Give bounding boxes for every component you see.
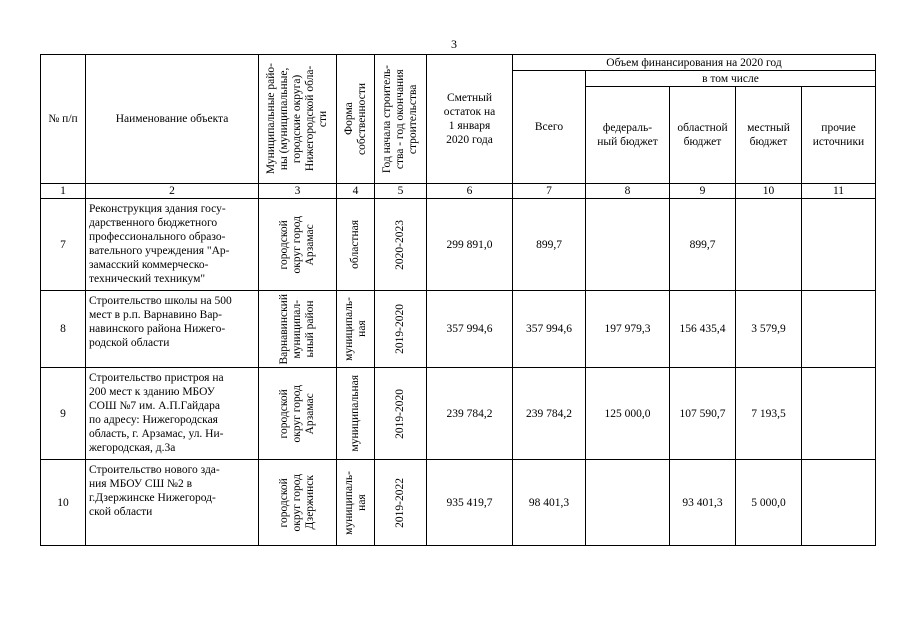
column-number: 1 [41, 184, 86, 199]
other [802, 291, 876, 368]
column-number: 9 [670, 184, 736, 199]
district: городской округ город Дзержинск [259, 460, 337, 546]
district: городской округ город Арзамас [259, 368, 337, 460]
table-body [41, 199, 876, 546]
header-local: местный бюджет [736, 87, 802, 184]
other [802, 460, 876, 546]
regional: 899,7 [670, 199, 736, 291]
local: 7 193,5 [736, 368, 802, 460]
table-row [41, 291, 876, 368]
header-including: в том числе [586, 71, 876, 87]
column-number: 11 [802, 184, 876, 199]
balance: 357 994,6 [427, 291, 513, 368]
years: 2020-2023 [375, 199, 427, 291]
other [802, 368, 876, 460]
total: 357 994,6 [513, 291, 586, 368]
ownership: муниципальная [337, 368, 375, 460]
regional: 107 590,7 [670, 368, 736, 460]
row-num: 10 [41, 460, 86, 546]
header-balance: Сметный остаток на 1 января 2020 года [427, 55, 513, 184]
header-num: № п/п [41, 55, 86, 184]
row-num: 9 [41, 368, 86, 460]
federal: 197 979,3 [586, 291, 670, 368]
column-number: 2 [86, 184, 259, 199]
object-name: Реконструкция здания госу- дарственного бюджетного профессионального образо- вательного учреждения "Ар- замасский коммерческо- технический техникум" [86, 199, 259, 291]
column-number: 5 [375, 184, 427, 199]
column-number: 6 [427, 184, 513, 199]
row-num: 8 [41, 291, 86, 368]
years: 2019-2020 [375, 291, 427, 368]
balance: 299 891,0 [427, 199, 513, 291]
table-header [41, 55, 876, 199]
federal [586, 199, 670, 291]
total: 239 784,2 [513, 368, 586, 460]
total: 899,7 [513, 199, 586, 291]
table-row [41, 460, 876, 546]
column-number: 3 [259, 184, 337, 199]
column-number: 4 [337, 184, 375, 199]
district: Варнавинский муниципал- ьный район [259, 291, 337, 368]
district: городской округ город Арзамас [259, 199, 337, 291]
federal [586, 460, 670, 546]
federal: 125 000,0 [586, 368, 670, 460]
regional: 156 435,4 [670, 291, 736, 368]
page-number: 3 [451, 37, 457, 51]
local: 3 579,9 [736, 291, 802, 368]
local [736, 199, 802, 291]
header-total: Всего [513, 71, 586, 184]
column-number-row [41, 184, 876, 199]
years: 2019-2020 [375, 368, 427, 460]
header-name: Наименование объекта [86, 55, 259, 184]
header-ownership: Форма собственности [337, 55, 375, 184]
table-row [41, 368, 876, 460]
ownership: муниципаль- ная [337, 291, 375, 368]
regional: 93 401,3 [670, 460, 736, 546]
header-district: Муниципальные райо- ны (муниципальные, городские округа) Нижегородской обла- сти [259, 55, 337, 184]
balance: 239 784,2 [427, 368, 513, 460]
ownership: муниципаль- ная [337, 460, 375, 546]
local: 5 000,0 [736, 460, 802, 546]
column-number: 7 [513, 184, 586, 199]
object-name: Строительство нового зда- ния МБОУ СШ №2 в г.Дзержинске Нижегород- ской области [86, 460, 259, 546]
balance: 935 419,7 [427, 460, 513, 546]
header-federal: федераль- ный бюджет [586, 87, 670, 184]
header-regional: областной бюджет [670, 87, 736, 184]
header-years: Год начала строитель- ства - год окончания строительства [375, 55, 427, 184]
object-name: Строительство школы на 500 мест в р.п. Варнавино Вар- навинского района Нижего- родской области [86, 291, 259, 368]
column-number: 8 [586, 184, 670, 199]
total: 98 401,3 [513, 460, 586, 546]
object-name: Строительство пристроя на 200 мест к зданию МБОУ СОШ №7 им. А.П.Гайдара по адресу: Нижегородская область, г. Арзамас, ул. Ни- жегородская, д.3а [86, 368, 259, 460]
header-other: прочие источники [802, 87, 876, 184]
table-row [41, 199, 876, 291]
column-number: 10 [736, 184, 802, 199]
years: 2019-2022 [375, 460, 427, 546]
ownership: областная [337, 199, 375, 291]
other [802, 199, 876, 291]
header-funding: Объем финансирования на 2020 год [513, 55, 876, 71]
row-num: 7 [41, 199, 86, 291]
funding-table [40, 54, 876, 546]
